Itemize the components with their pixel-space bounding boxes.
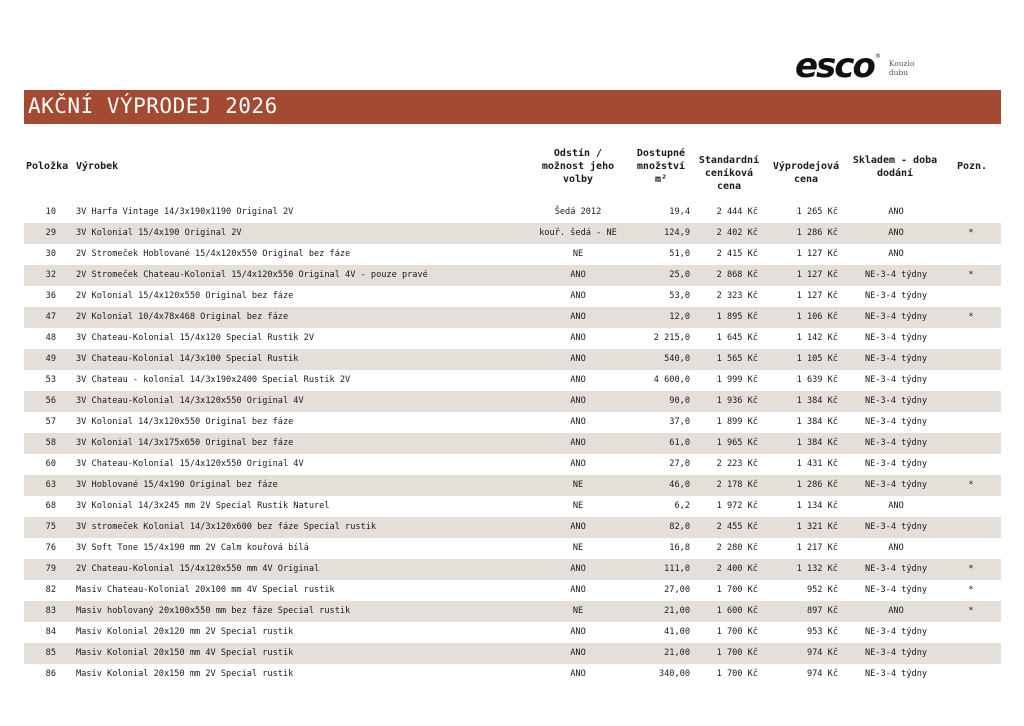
cell-product: 3V Kolonial 14/3x245 mm 2V Special Rustik Naturel	[76, 501, 330, 511]
cell-qty: 111,0	[664, 564, 690, 574]
cell-sale-price: 897 Kč	[806, 606, 838, 616]
cell-sale-price: 1 431 Kč	[796, 459, 838, 469]
cell-std-price: 1 700 Kč	[716, 669, 758, 679]
cell-sale-price: 1 106 Kč	[796, 312, 838, 322]
cell-qty: 37,0	[669, 417, 690, 427]
table-row	[24, 433, 1001, 454]
header-product: Výrobek	[76, 161, 119, 172]
cell-std-price: 2 455 Kč	[716, 522, 758, 532]
cell-product: 3V Chateau-Kolonial 15/4x120 Special Rustik 2V	[76, 333, 314, 343]
cell-std-price: 2 323 Kč	[716, 291, 758, 301]
cell-shade: ANO	[570, 522, 586, 532]
cell-product: 3V Chateau - kolonial 14/3x190x2400 Special Rustik 2V	[76, 375, 351, 385]
header-std-price: Standardní ceníková cena	[698, 155, 760, 192]
cell-shade: ANO	[570, 270, 586, 280]
cell-sale-price: 1 142 Kč	[796, 333, 838, 343]
cell-sale-price: 1 639 Kč	[796, 375, 838, 385]
cell-product: Masiv Kolonial 20x120 mm 2V Special rustik	[76, 627, 294, 637]
cell-product: Masiv Kolonial 20x150 mm 2V Special rustik	[76, 669, 294, 679]
cell-sale-price: 1 134 Kč	[796, 501, 838, 511]
table-row	[24, 370, 1001, 391]
cell-stock: NE-3-4 týdny	[864, 270, 928, 280]
cell-qty: 61,0	[669, 438, 690, 448]
table-row	[24, 496, 1001, 517]
cell-sale-price: 952 Kč	[806, 585, 838, 595]
cell-qty: 25,0	[669, 270, 690, 280]
cell-qty: 4 600,0	[653, 375, 690, 385]
table-row	[24, 601, 1001, 622]
logo-registered-mark: ®	[874, 52, 881, 60]
cell-shade: NE	[572, 606, 584, 616]
cell-id: 53	[45, 375, 56, 385]
table-row	[24, 391, 1001, 412]
cell-qty: 90,0	[669, 396, 690, 406]
cell-std-price: 2 178 Kč	[716, 480, 758, 490]
cell-product: 3V Chateau-Kolonial 15/4x120x550 Original 4V	[76, 459, 304, 469]
cell-qty: 340,00	[658, 669, 690, 679]
cell-stock: NE-3-4 týdny	[864, 375, 928, 385]
cell-sale-price: 1 384 Kč	[796, 396, 838, 406]
cell-id: 49	[45, 354, 56, 364]
cell-stock: NE-3-4 týdny	[864, 417, 928, 427]
cell-id: 36	[45, 291, 56, 301]
cell-std-price: 1 936 Kč	[716, 396, 758, 406]
cell-product: Masiv Chateau-Kolonial 20x100 mm 4V Special rustik	[76, 585, 335, 595]
cell-qty: 12,0	[669, 312, 690, 322]
table-row	[24, 328, 1001, 349]
cell-shade: ANO	[570, 291, 586, 301]
cell-stock: ANO	[888, 207, 904, 217]
header-id: Položka	[26, 161, 69, 172]
cell-sale-price: 1 286 Kč	[796, 480, 838, 490]
cell-product: 3V Chateau-Kolonial 14/3x100 Special Rustik	[76, 354, 299, 364]
cell-sale-price: 1 217 Kč	[796, 543, 838, 553]
cell-stock: ANO	[888, 228, 904, 238]
header-shade: Odstín / možnost jeho volby	[541, 148, 615, 185]
cell-std-price: 2 280 Kč	[716, 543, 758, 553]
cell-stock: NE-3-4 týdny	[864, 438, 928, 448]
cell-id: 76	[45, 543, 56, 553]
cell-sale-price: 974 Kč	[806, 669, 838, 679]
table-body	[24, 202, 1001, 685]
cell-std-price: 1 899 Kč	[716, 417, 758, 427]
cell-id: 57	[45, 417, 56, 427]
cell-shade: NE	[572, 543, 584, 553]
cell-sale-price: 1 384 Kč	[796, 417, 838, 427]
cell-qty: 16,8	[669, 543, 690, 553]
table-row	[24, 412, 1001, 433]
cell-stock: NE-3-4 týdny	[864, 585, 928, 595]
cell-sale-price: 1 127 Kč	[796, 249, 838, 259]
cell-sale-price: 1 132 Kč	[796, 564, 838, 574]
cell-id: 10	[45, 207, 56, 217]
table-row	[24, 265, 1001, 286]
cell-qty: 2 215,0	[653, 333, 690, 343]
table-row	[24, 622, 1001, 643]
cell-shade: ANO	[570, 564, 586, 574]
cell-stock: ANO	[888, 606, 904, 616]
cell-stock: NE-3-4 týdny	[864, 627, 928, 637]
cell-qty: 21,00	[664, 606, 690, 616]
cell-qty: 27,00	[664, 585, 690, 595]
cell-shade: ANO	[570, 459, 586, 469]
cell-id: 82	[45, 585, 56, 595]
cell-id: 79	[45, 564, 56, 574]
cell-note: *	[968, 228, 974, 238]
logo-tagline: Kouzlo dubu	[888, 59, 915, 77]
cell-stock: NE-3-4 týdny	[864, 312, 928, 322]
cell-sale-price: 1 384 Kč	[796, 438, 838, 448]
cell-note: *	[968, 270, 974, 280]
cell-id: 84	[45, 627, 56, 637]
cell-sale-price: 1 321 Kč	[796, 522, 838, 532]
table-row	[24, 580, 1001, 601]
esco-logo	[795, 46, 919, 86]
header-sale-price: Výprodejová cena	[772, 161, 840, 185]
cell-stock: NE-3-4 týdny	[864, 459, 928, 469]
cell-note: *	[968, 606, 974, 616]
table-row	[24, 559, 1001, 580]
cell-sale-price: 974 Kč	[806, 648, 838, 658]
cell-sale-price: 1 265 Kč	[796, 207, 838, 217]
table-row	[24, 244, 1001, 265]
cell-product: 2V Stromeček Hoblované 15/4x120x550 Original bez fáze	[76, 249, 351, 259]
table-row	[24, 202, 1001, 223]
cell-qty: 540,0	[664, 354, 690, 364]
cell-product: 2V Kolonial 15/4x120x550 Original bez fáze	[76, 291, 294, 301]
cell-qty: 46,0	[669, 480, 690, 490]
cell-shade: ANO	[570, 438, 586, 448]
cell-qty: 53,0	[669, 291, 690, 301]
table-row	[24, 349, 1001, 370]
header-note: Pozn.	[956, 161, 988, 172]
cell-id: 75	[45, 522, 56, 532]
cell-stock: ANO	[888, 501, 904, 511]
cell-std-price: 1 565 Kč	[716, 354, 758, 364]
cell-sale-price: 953 Kč	[806, 627, 838, 637]
cell-id: 29	[45, 228, 56, 238]
cell-product: 3V Harfa Vintage 14/3x190x1190 Original 2V	[76, 207, 294, 217]
cell-shade: ANO	[570, 354, 586, 364]
cell-product: 3V stromeček Kolonial 14/3x120x600 bez fáze Special rustik	[76, 522, 377, 532]
table-row	[24, 643, 1001, 664]
table-row	[24, 223, 1001, 244]
table-row	[24, 664, 1001, 685]
cell-shade: kouř. šedá - NE	[539, 228, 617, 238]
cell-shade: ANO	[570, 312, 586, 322]
cell-shade: ANO	[570, 627, 586, 637]
cell-qty: 19,4	[669, 207, 690, 217]
cell-id: 68	[45, 501, 56, 511]
cell-qty: 82,0	[669, 522, 690, 532]
cell-id: 86	[45, 669, 56, 679]
cell-product: 2V Kolonial 10/4x78x468 Original bez fáze	[76, 312, 289, 322]
cell-std-price: 2 400 Kč	[716, 564, 758, 574]
cell-std-price: 1 700 Kč	[716, 627, 758, 637]
table-row	[24, 307, 1001, 328]
cell-qty: 41,00	[664, 627, 690, 637]
cell-product: 2V Stromeček Chateau-Kolonial 15/4x120x550 Original 4V - pouze pravé	[76, 270, 428, 280]
cell-stock: ANO	[888, 249, 904, 259]
cell-stock: NE-3-4 týdny	[864, 648, 928, 658]
cell-stock: NE-3-4 týdny	[864, 354, 928, 364]
table-row	[24, 286, 1001, 307]
cell-qty: 21,00	[664, 648, 690, 658]
cell-std-price: 1 965 Kč	[716, 438, 758, 448]
table-row	[24, 517, 1001, 538]
cell-std-price: 1 645 Kč	[716, 333, 758, 343]
cell-id: 56	[45, 396, 56, 406]
cell-stock: ANO	[888, 543, 904, 553]
title-banner	[24, 90, 1001, 124]
cell-product: Masiv Kolonial 20x150 mm 4V Special rustik	[76, 648, 294, 658]
cell-id: 83	[45, 606, 56, 616]
cell-shade: ANO	[570, 648, 586, 658]
cell-shade: ANO	[570, 333, 586, 343]
cell-std-price: 1 700 Kč	[716, 648, 758, 658]
cell-std-price: 2 402 Kč	[716, 228, 758, 238]
cell-shade: NE	[572, 480, 584, 490]
cell-id: 32	[45, 270, 56, 280]
cell-note: *	[968, 564, 974, 574]
logo-wordmark: esco	[795, 46, 874, 86]
cell-id: 48	[45, 333, 56, 343]
cell-stock: NE-3-4 týdny	[864, 669, 928, 679]
cell-qty: 6,2	[674, 501, 690, 511]
cell-shade: ANO	[570, 375, 586, 385]
page-title: AKČNÍ VÝPRODEJ 2026	[28, 94, 278, 118]
cell-id: 85	[45, 648, 56, 658]
cell-shade: Šedá 2012	[554, 207, 602, 217]
cell-sale-price: 1 286 Kč	[796, 228, 838, 238]
cell-stock: NE-3-4 týdny	[864, 396, 928, 406]
cell-id: 63	[45, 480, 56, 490]
cell-id: 47	[45, 312, 56, 322]
cell-std-price: 2 868 Kč	[716, 270, 758, 280]
cell-shade: ANO	[570, 669, 586, 679]
header-stock: Skladem - doba dodání	[852, 155, 938, 179]
cell-std-price: 1 700 Kč	[716, 585, 758, 595]
cell-shade: ANO	[570, 585, 586, 595]
cell-product: 3V Soft Tone 15/4x190 mm 2V Calm kouřová bílá	[76, 543, 309, 553]
cell-product: 3V Chateau-Kolonial 14/3x120x550 Original 4V	[76, 396, 304, 406]
cell-stock: NE-3-4 týdny	[864, 480, 928, 490]
cell-shade: NE	[572, 249, 584, 259]
table-row	[24, 454, 1001, 475]
cell-id: 30	[45, 249, 56, 259]
cell-product: 3V Hoblované 15/4x190 Original bez fáze	[76, 480, 278, 490]
cell-note: *	[968, 480, 974, 490]
cell-qty: 27,0	[669, 459, 690, 469]
cell-id: 58	[45, 438, 56, 448]
cell-std-price: 1 895 Kč	[716, 312, 758, 322]
table-row	[24, 538, 1001, 559]
cell-sale-price: 1 105 Kč	[796, 354, 838, 364]
cell-stock: NE-3-4 týdny	[864, 522, 928, 532]
cell-std-price: 2 444 Kč	[716, 207, 758, 217]
cell-std-price: 2 415 Kč	[716, 249, 758, 259]
cell-sale-price: 1 127 Kč	[796, 291, 838, 301]
cell-sale-price: 1 127 Kč	[796, 270, 838, 280]
cell-product: 3V Kolonial 14/3x175x650 Original bez fáze	[76, 438, 294, 448]
cell-product: 3V Kolonial 14/3x120x550 Original bez fáze	[76, 417, 294, 427]
cell-stock: NE-3-4 týdny	[864, 333, 928, 343]
cell-id: 60	[45, 459, 56, 469]
cell-product: Masiv hoblovaný 20x100x550 mm bez fáze Special rustik	[76, 606, 351, 616]
cell-shade: ANO	[570, 396, 586, 406]
table-row	[24, 475, 1001, 496]
cell-qty: 51,0	[669, 249, 690, 259]
cell-stock: NE-3-4 týdny	[864, 291, 928, 301]
cell-stock: NE-3-4 týdny	[864, 564, 928, 574]
cell-note: *	[968, 312, 974, 322]
cell-product: 3V Kolonial 15/4x190 Original 2V	[76, 228, 242, 238]
cell-qty: 124,9	[664, 228, 690, 238]
cell-shade: ANO	[570, 417, 586, 427]
header-qty: Dostupné množství m²	[636, 148, 686, 185]
cell-std-price: 1 999 Kč	[716, 375, 758, 385]
cell-note: *	[968, 585, 974, 595]
cell-std-price: 2 223 Kč	[716, 459, 758, 469]
cell-std-price: 1 600 Kč	[716, 606, 758, 616]
cell-product: 2V Chateau-Kolonial 15/4x120x550 mm 4V Original	[76, 564, 320, 574]
cell-shade: NE	[572, 501, 584, 511]
cell-std-price: 1 972 Kč	[716, 501, 758, 511]
